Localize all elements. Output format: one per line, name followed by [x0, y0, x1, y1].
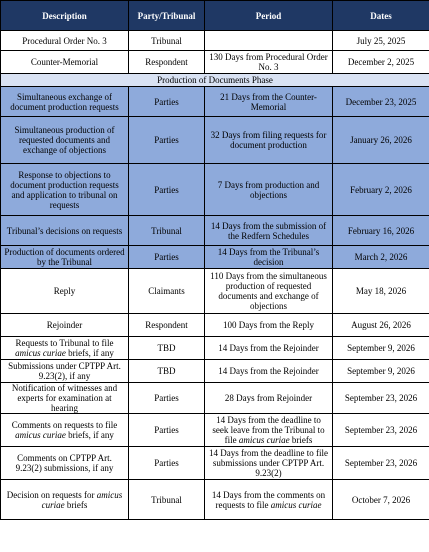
header-description: Description: [1, 1, 129, 31]
party-cell: Parties: [129, 447, 205, 480]
period-cell: 14 Days from the Rejoinder: [205, 337, 333, 360]
date-cell: September 9, 2026: [333, 360, 429, 383]
period-cell: 14 Days from the Tribunal’s decision: [205, 246, 333, 269]
party-cell: Respondent: [129, 314, 205, 337]
description-cell: Comments on CPTPP Art. 9.23(2) submissions, if any: [1, 447, 129, 480]
table-row: [1, 480, 429, 520]
date-cell: October 7, 2026: [333, 480, 429, 520]
table-row: [1, 117, 429, 164]
phase-row: [1, 74, 429, 87]
date-cell: July 25, 2025: [333, 31, 429, 51]
period-cell: 100 Days from the Reply: [205, 314, 333, 337]
description-cell: Submissions under CPTPP Art. 9.23(2), if any: [1, 360, 129, 383]
party-cell: Parties: [129, 164, 205, 216]
period-cell: 32 Days from filing requests for document production: [205, 117, 333, 164]
description-cell: Procedural Order No. 3: [1, 31, 129, 51]
date-cell: February 16, 2026: [333, 216, 429, 246]
party-cell: Respondent: [129, 51, 205, 74]
date-cell: January 26, 2026: [333, 117, 429, 164]
date-cell: March 2, 2026: [333, 246, 429, 269]
party-cell: Parties: [129, 246, 205, 269]
table-row: [1, 51, 429, 74]
table-row: [1, 269, 429, 314]
party-cell: Parties: [129, 414, 205, 447]
party-cell: Parties: [129, 383, 205, 414]
party-cell: Tribunal: [129, 480, 205, 520]
period-cell: [205, 31, 333, 51]
period-cell: 14 Days from the submission of the Redfern Schedules: [205, 216, 333, 246]
period-cell: 14 Days from the Rejoinder: [205, 360, 333, 383]
table-row: [1, 87, 429, 117]
header-dates: Dates: [333, 1, 429, 31]
description-cell: Decision on requests for amicus curiae briefs: [1, 480, 129, 520]
description-cell: Simultaneous production of requested documents and exchange of objections: [1, 117, 129, 164]
party-cell: TBD: [129, 337, 205, 360]
description-cell: Requests to Tribunal to file amicus curiae briefs, if any: [1, 337, 129, 360]
description-cell: Reply: [1, 269, 129, 314]
party-cell: Tribunal: [129, 216, 205, 246]
table-row: [1, 383, 429, 414]
description-cell: Comments on requests to file amicus curiae briefs, if any: [1, 414, 129, 447]
description-cell: Counter-Memorial: [1, 51, 129, 74]
date-cell: September 23, 2026: [333, 447, 429, 480]
party-cell: Tribunal: [129, 31, 205, 51]
date-cell: September 23, 2026: [333, 414, 429, 447]
party-cell: TBD: [129, 360, 205, 383]
period-cell: 7 Days from production and objections: [205, 164, 333, 216]
date-cell: May 18, 2026: [333, 269, 429, 314]
date-cell: August 26, 2026: [333, 314, 429, 337]
table-row: [1, 337, 429, 360]
table-row: [1, 216, 429, 246]
description-cell: Rejoinder: [1, 314, 129, 337]
description-cell: Notification of witnesses and experts for examination at hearing: [1, 383, 129, 414]
period-cell: 14 Days from the comments on requests to file amicus curiae: [205, 480, 333, 520]
party-cell: Parties: [129, 87, 205, 117]
table-row: [1, 246, 429, 269]
period-cell: 110 Days from the simultaneous production of requested documents and exchange of objections: [205, 269, 333, 314]
description-cell: Response to objections to document production requests and application to tribunal on requests: [1, 164, 129, 216]
header-party: Party/Tribunal: [129, 1, 205, 31]
date-cell: September 9, 2026: [333, 337, 429, 360]
date-cell: February 2, 2026: [333, 164, 429, 216]
table-row: [1, 360, 429, 383]
description-cell: Simultaneous exchange of document production requests: [1, 87, 129, 117]
table-row: [1, 447, 429, 480]
header-period: Period: [205, 1, 333, 31]
period-cell: 21 Days from the Counter-Memorial: [205, 87, 333, 117]
date-cell: December 2, 2025: [333, 51, 429, 74]
date-cell: December 23, 2025: [333, 87, 429, 117]
header-row: [1, 1, 429, 31]
period-cell: 14 Days from the deadline to file submissions under CPTPP Art. 9.23(2): [205, 447, 333, 480]
period-cell: 28 Days from Rejoinder: [205, 383, 333, 414]
party-cell: Parties: [129, 117, 205, 164]
phase-title: Production of Documents Phase: [1, 74, 429, 87]
date-cell: September 23, 2026: [333, 383, 429, 414]
description-cell: Production of documents ordered by the Tribunal: [1, 246, 129, 269]
party-cell: Claimants: [129, 269, 205, 314]
table-row: [1, 31, 429, 51]
description-cell: Tribunal’s decisions on requests: [1, 216, 129, 246]
table-row: [1, 414, 429, 447]
table-row: [1, 164, 429, 216]
table-row: [1, 314, 429, 337]
period-cell: 130 Days from Procedural Order No. 3: [205, 51, 333, 74]
period-cell: 14 Days from the deadline to seek leave from the Tribunal to file amicus curiae briefs: [205, 414, 333, 447]
